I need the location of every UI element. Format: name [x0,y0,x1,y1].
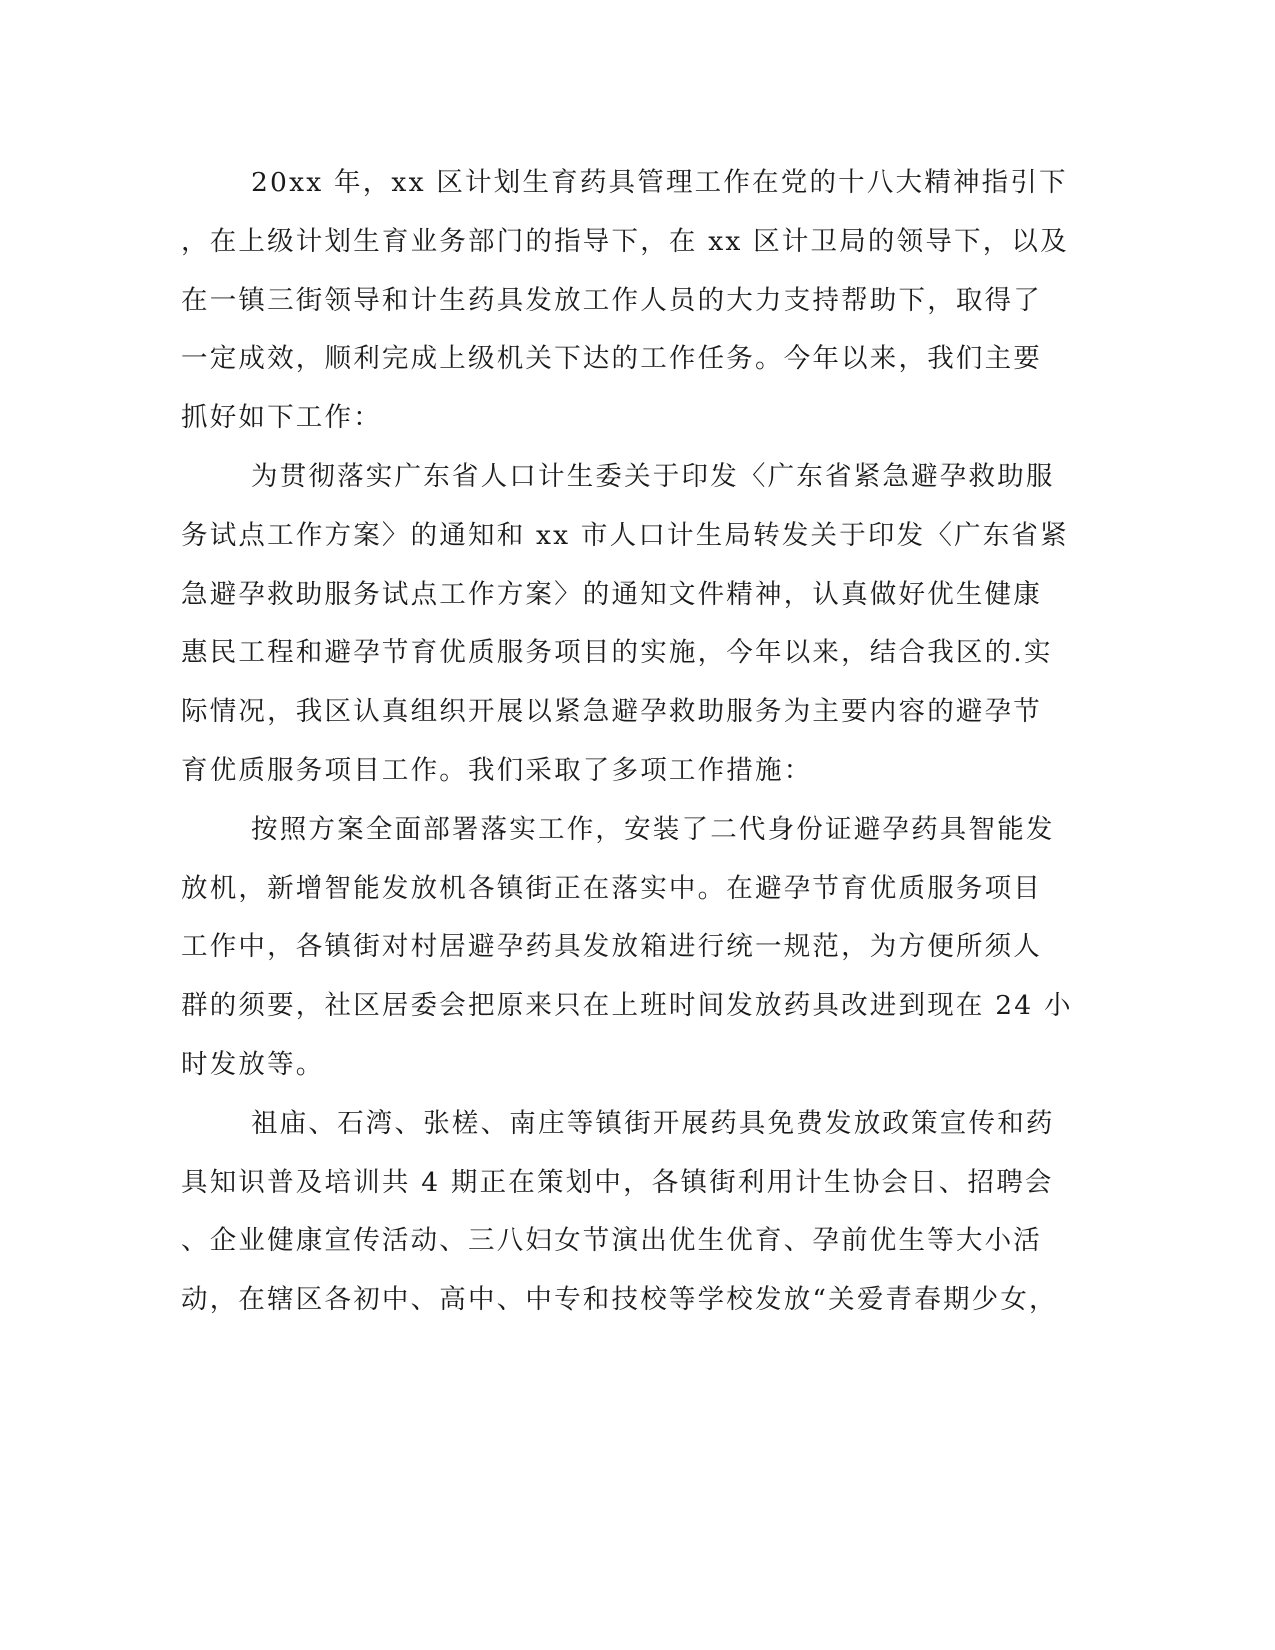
paragraph-3 [181,801,1073,1095]
text-line: 工作中，各镇街对村居避孕药具发放箱进行统一规范，为方便所须人 [181,931,1042,963]
text-line: 祖庙、石湾、张槎、南庄等镇街开展药具免费发放政策宣传和药 [251,1107,1055,1139]
text-line: 、企业健康宣传活动、三八妇女节演出优生优育、孕前优生等大小活 [181,1225,1042,1257]
text-line: 时发放等。 [181,1048,325,1080]
text-line: 育优质服务项目工作。我们采取了多项工作措施： [181,754,813,786]
text-line: ，在上级计划生育业务部门的指导下，在 xx 区计卫局的领导下，以及 [181,225,1069,257]
text-line: 惠民工程和避孕节育优质服务项目的实施，今年以来，结合我区的.实 [181,637,1053,669]
text-line: 动，在辖区各初中、高中、中专和技校等学校发放“关爱青春期少女， [181,1284,1058,1316]
paragraph-1 [181,154,1069,448]
text-line: 具知识普及培训共 4 期正在策划中，各镇街利用计生协会日、招聘会 [181,1166,1054,1198]
text-line: 20xx 年，xx 区计划生育药具管理工作在党的十八大精神指引下 [251,167,1068,198]
paragraph-2 [181,448,1069,801]
text-line: 群的须要，社区居委会把原来只在上班时间发放药具改进到现在 24 小 [181,990,1073,1022]
text-line: 在一镇三街领导和计生药具发放工作人员的大力支持帮助下，取得了 [181,284,1042,316]
text-line: 务试点工作方案〉的通知和 xx 市人口计生局转发关于印发〈广东省紧 [181,519,1069,551]
text-line: 抓好如下工作： [181,402,382,434]
text-line: 际情况，我区认真组织开展以紧急避孕救助服务为主要内容的避孕节 [181,696,1042,728]
text-line: 一定成效，顺利完成上级机关下达的工作任务。今年以来，我们主要 [181,343,1042,375]
text-line: 放机，新增智能发放机各镇街正在落实中。在避孕节育优质服务项目 [181,872,1042,904]
text-line: 为贯彻落实广东省人口计生委关于印发〈广东省紧急避孕救助服 [251,460,1055,492]
paragraph-4 [181,1095,1058,1330]
document-body [181,154,1073,1330]
text-line: 急避孕救助服务试点工作方案〉的通知文件精神，认真做好优生健康 [181,578,1042,610]
text-line: 按照方案全面部署落实工作，安装了二代身份证避孕药具智能发 [251,813,1055,845]
